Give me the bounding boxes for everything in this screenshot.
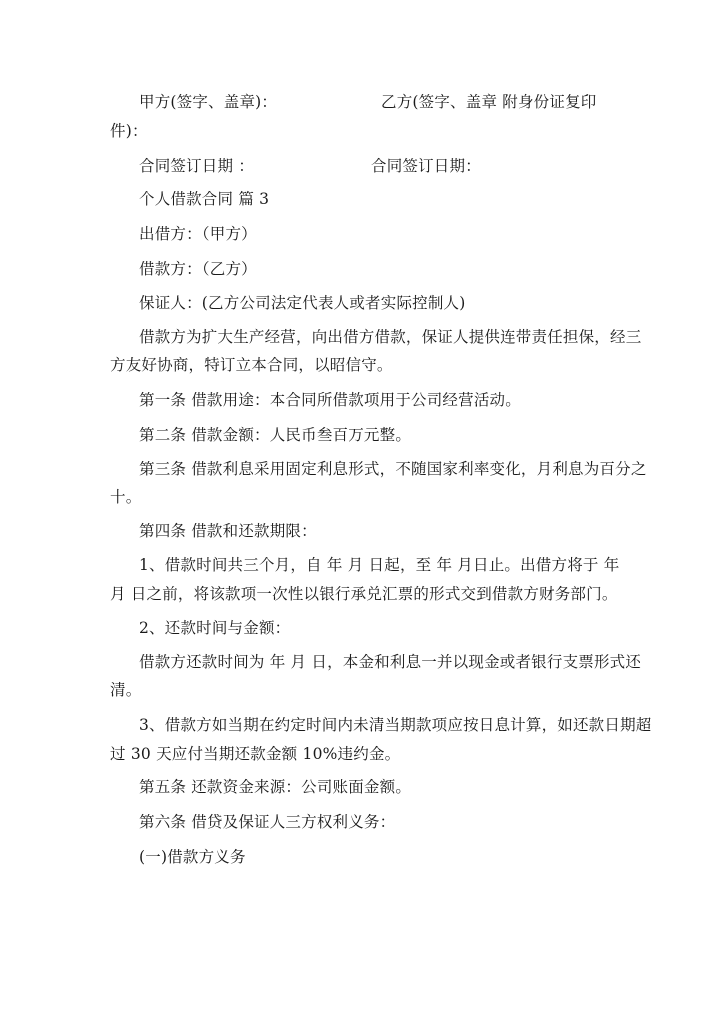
repayment-detail-line-2: 清。 (110, 681, 142, 699)
intro-paragraph-line-2: 方友好协商，特订立本合同，以昭信守。 (110, 356, 393, 374)
signing-date-left: 合同签订日期 ： (139, 157, 255, 175)
guarantor-line: 保证人：(乙方公司法定代表人或者实际控制人) (139, 294, 466, 312)
article-5: 第五条 还款资金来源：公司账面金额。 (139, 778, 412, 796)
signing-date-right: 合同签订日期： (371, 157, 481, 175)
article-1: 第一条 借款用途：本合同所借款项用于公司经营活动。 (139, 391, 521, 409)
article-3-line-2: 十。 (110, 488, 142, 506)
lender-line: 出借方：（甲方） (139, 225, 257, 243)
party-a-signature: 甲方(签字、盖章)： (139, 93, 278, 111)
article-4-item-3-line-2: 过 30 天应付当期还款金额 10%违约金。 (110, 745, 401, 763)
article-4-item-3-line-1: 3、借款方如当期在约定时间内未清当期款项应按日息计算，如还款日期超 (139, 716, 652, 734)
article-4-heading: 第四条 借款和还款期限： (139, 522, 317, 540)
article-4-item-1-line-1: 1、借款时间共三个月，自 年 月 日起，至 年 月日止。出借方将于 年 (139, 556, 620, 574)
article-2: 第二条 借款金额：人民币叁百万元整。 (139, 426, 412, 444)
article-4-item-2: 2、还款时间与金额： (139, 619, 291, 637)
article-3-line-1: 第三条 借款利息采用固定利息形式，不随国家利率变化，月利息为百分之 (139, 460, 647, 478)
article-6: 第六条 借贷及保证人三方权利义务： (139, 813, 396, 831)
contract-title: 个人借款合同 篇 3 (139, 190, 270, 208)
party-b-signature-continued: 件)： (110, 122, 148, 140)
intro-paragraph-line-1: 借款方为扩大生产经营，向出借方借款，保证人提供连带责任担保，经三 (139, 328, 642, 346)
party-b-signature: 乙方(签字、盖章 附身份证复印 (381, 93, 597, 111)
repayment-detail-line-1: 借款方还款时间为 年 月 日，本金和利息一并以现金或者银行支票形式还 (139, 653, 642, 671)
borrower-line: 借款方：（乙方） (139, 260, 257, 278)
article-4-item-1-line-2: 月 日之前，将该款项一次性以银行承兑汇票的形式交到借款方财务部门。 (110, 585, 618, 603)
article-6-section-1: (一)借款方义务 (139, 848, 246, 866)
